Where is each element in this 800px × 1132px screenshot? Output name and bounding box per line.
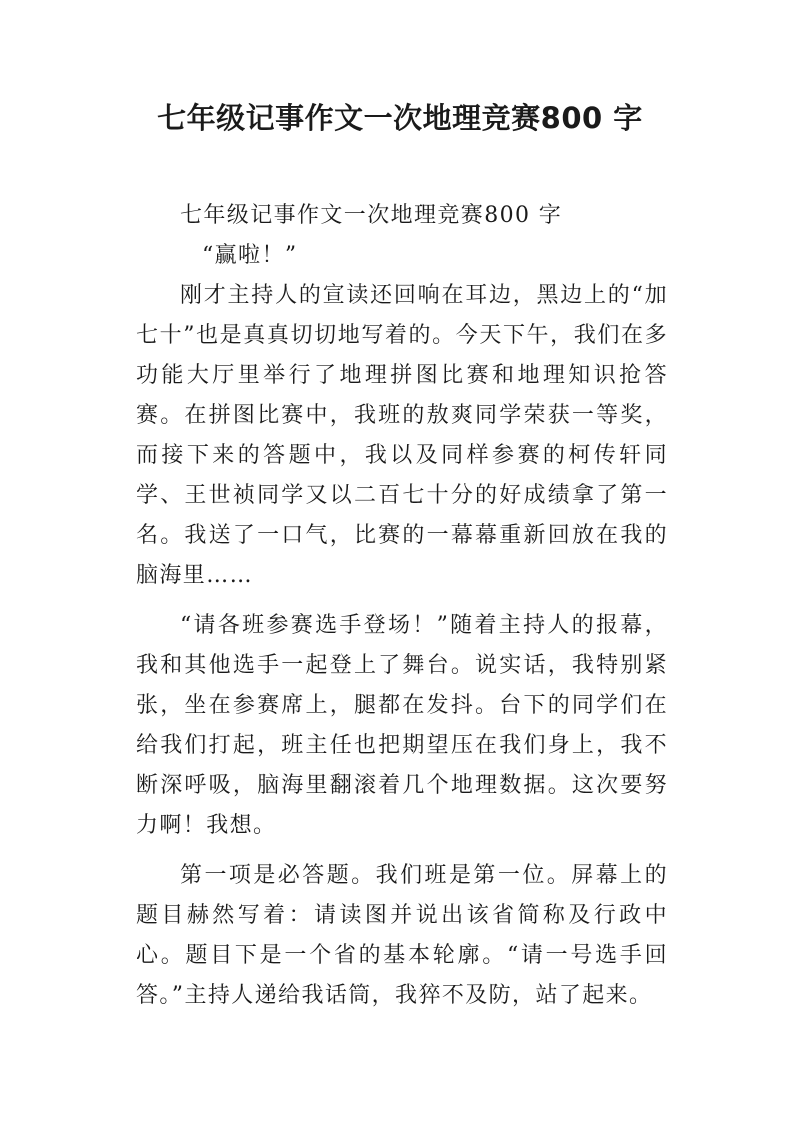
paragraph-exclamation: “赢啦！” (202, 243, 298, 268)
document-body (136, 196, 668, 1016)
paragraph-first-question: 第一项是必答题。我们班是第一位。屏幕上的题目赫然写着：请读图并说出该省简称及行政中心。题目下是一个省的基本轮廓。“请一号选手回答。”主持人递给我话筒，我猝不及防，站了起来。 (136, 863, 668, 1008)
paragraph-intro: 刚才主持人的宣读还回响在耳边，黑边上的“加七十”也是真真切切地写着的。今天下午，我们在多功能大厅里举行了地理拼图比赛和地理知识抢答赛。在拼图比赛中，我班的敖爽同学荣获一等奖，而接下来的答题中，我以及同样参赛的柯传轩同学、王世祯同学又以二百七十分的好成绩拿了第一名。我送了一口气，比赛的一幕幕重新回放在我的脑海里…… (136, 283, 668, 588)
paragraph-stage: “请各班参赛选手登场！”随着主持人的报幕，我和其他选手一起登上了舞台。说实话，我特别紧张，坐在参赛席上，腿都在发抖。台下的同学们在给我们打起，班主任也把期望压在我们身上，我不断深呼吸，脑海里翻滚着几个地理数据。这次要努力啊！我想。 (136, 613, 668, 838)
paragraph-subtitle: 七年级记事作文一次地理竞赛800 字 (180, 203, 563, 228)
document-title: 七年级记事作文一次地理竞赛800 字 (157, 101, 643, 135)
